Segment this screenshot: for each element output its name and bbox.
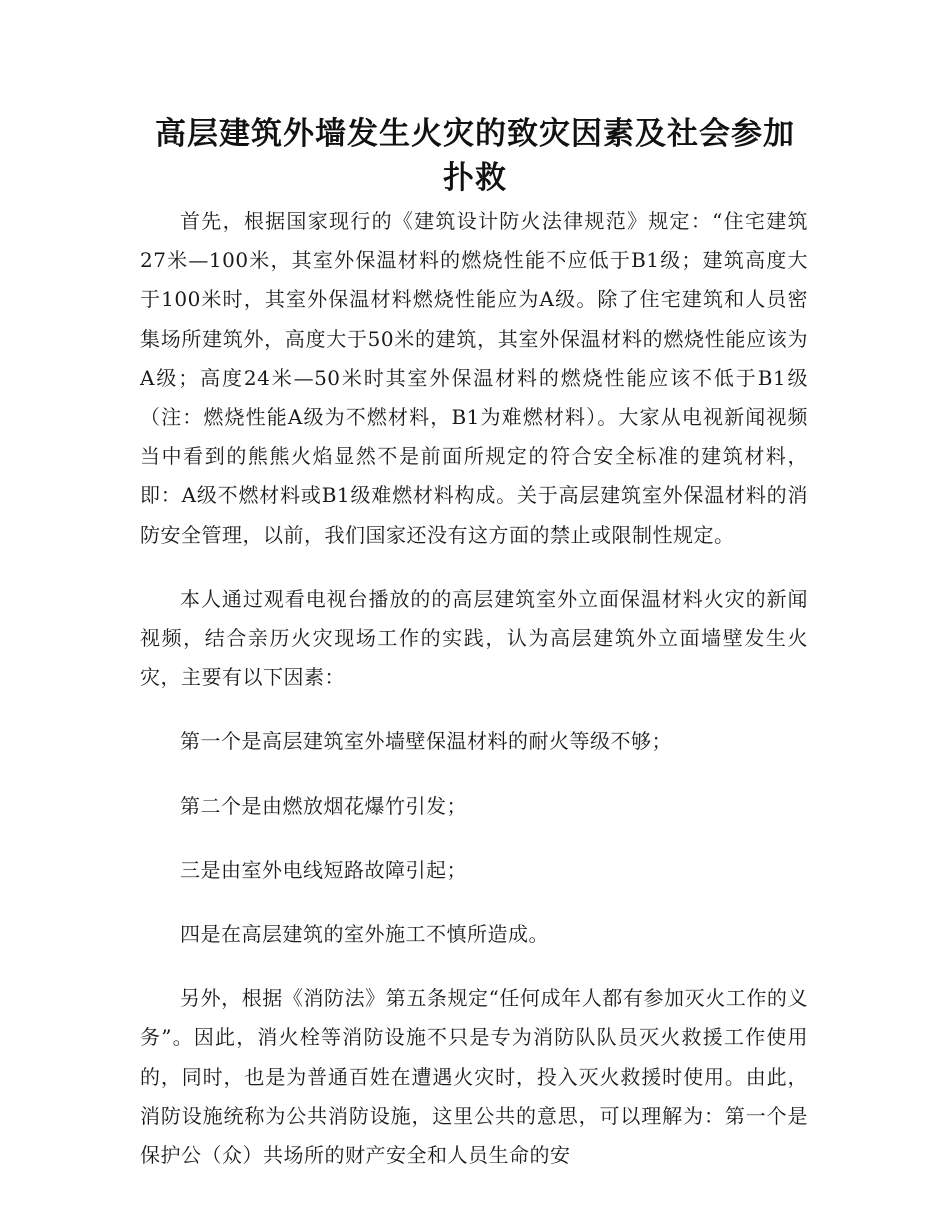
paragraph-cause-1: 第一个是高层建筑室外墙壁保温材料的耐火等级不够； (180, 729, 672, 754)
paragraph-cause-4: 四是在高层建筑的室外施工不慎所造成。 (180, 922, 549, 947)
paragraph-fire-causes-intro: 本人通过观看电视台播放的的高层建筑室外立面保温材料火灾的新闻视频，结合亲历火灾现场工作的实践，认为高层建筑外立面墙壁发生火灾，主要有以下因素： (140, 586, 808, 690)
paragraph-cause-3: 三是由室外电线短路故障引起； (180, 857, 467, 882)
paragraph-building-code: 首先，根据国家现行的《建筑设计防火法律规范》规定：“住宅建筑27米—100米，其室外保温材料的燃烧性能不应低于B1级；建筑高度大于100米时，其室外保温材料燃烧性能应为A级。除了住宅建筑和人员密集场所建筑外，高度大于50米的建筑，其室外保温材料的燃烧性能应该为A级；高度24米—50米时其室外保温材料的燃烧性能应该不低于B1级（注：燃烧性能A级为不燃材料，B1为难燃材料）。大家从电视新闻视频当中看到的熊熊火焰显然不是前面所规定的符合安全标准的建筑材料，即：A级不燃材料或B1级难燃材料构成。关于高层建筑室外保温材料的消防安全管理，以前，我们国家还没有这方面的禁止或限制性规定。 (140, 209, 808, 547)
document-title: 高层建筑外墙发生火灾的致灾因素及社会参加扑救 (155, 116, 795, 196)
paragraph-fire-law: 另外，根据《消防法》第五条规定“任何成年人都有参加灭火工作的义务”。因此，消火栓等消防设施不只是专为消防队队员灭火救援工作使用的，同时，也是为普通百姓在遭遇火灾时，投入灭火救援时使用。由此，消防设施统称为公共消防设施，这里公共的意思，可以理解为：第一个是保护公（众）共场所的财产安全和人员生命的安 (140, 986, 808, 1168)
paragraph-cause-2: 第二个是由燃放烟花爆竹引发； (180, 793, 467, 818)
document-body (140, 202, 808, 1200)
